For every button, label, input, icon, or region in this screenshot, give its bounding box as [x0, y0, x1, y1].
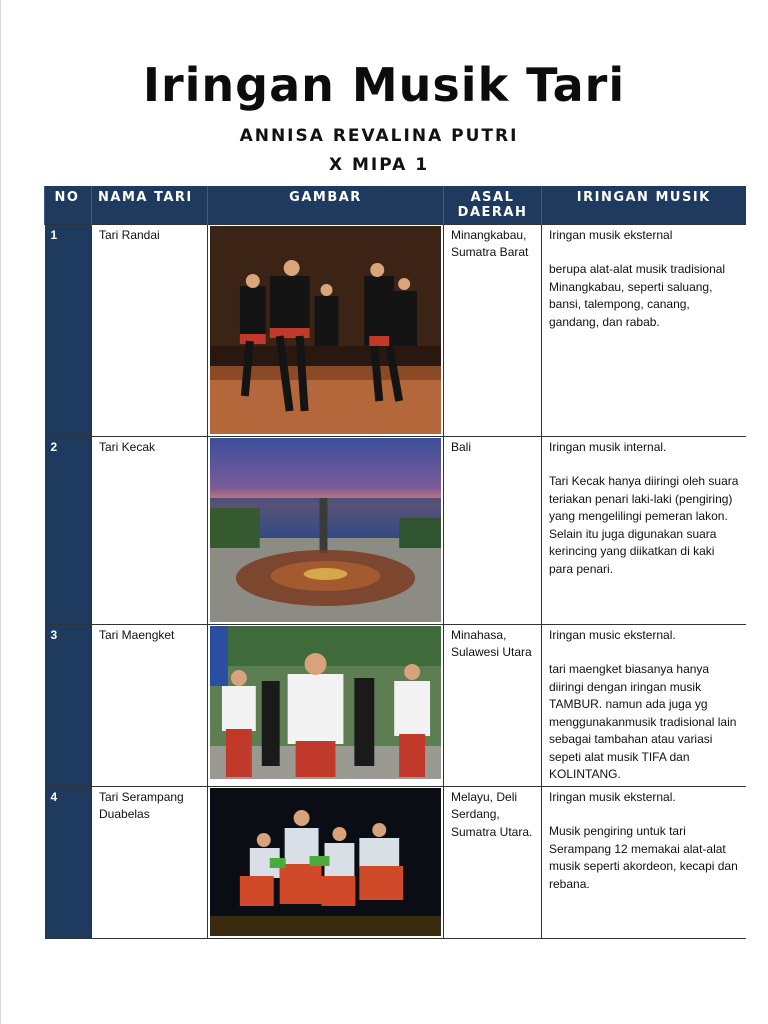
row-number: 4	[45, 786, 92, 938]
dance-origin: Minangkabau, Sumatra Barat	[444, 224, 542, 436]
randai-dancers-photo-icon	[210, 226, 441, 434]
dance-name: Tari Serampang Duabelas	[92, 786, 208, 938]
row-number: 3	[45, 624, 92, 786]
dance-origin: Minahasa, Sulawesi Utara	[444, 624, 542, 786]
dance-name: Tari Randai	[92, 224, 208, 436]
maengket-dancers-photo-icon	[210, 626, 441, 779]
music-description: Musik pengiring untuk tari Serampang 12 memakai alat-alat musik seperti akordeon, kecapi dan rebana.	[549, 824, 738, 891]
dance-music	[542, 436, 746, 624]
dance-music	[542, 786, 746, 938]
dance-image-cell	[208, 436, 444, 624]
music-description: berupa alat-alat musik tradisional Minangkabau, seperti saluang, bansi, talempong, canang, gandang, dan rabab.	[549, 262, 726, 329]
spacer	[549, 456, 739, 473]
dance-music-table	[44, 186, 746, 939]
header-image: GAMBAR	[208, 186, 444, 224]
table-row	[45, 624, 746, 786]
dance-music	[542, 624, 746, 786]
document-title: Iringan Musik Tari	[142, 58, 626, 112]
header-music: IRINGAN MUSIK	[542, 186, 746, 224]
music-type: Iringan musik eksternal.	[549, 789, 676, 804]
row-number: 2	[45, 436, 92, 624]
dance-music	[542, 224, 746, 436]
music-type: Iringan music eksternal.	[549, 627, 676, 642]
music-description: tari maengket biasanya hanya diiringi dengan iringan musik TAMBUR. namun ada juga yg menggunakanmusik tradisional lain sebagai tambahan atau variasi sepeti alat musik TIFA dan KOLINTANG.	[549, 662, 737, 781]
table-row	[45, 786, 746, 938]
music-description: Tari Kecak hanya diiringi oleh suara teriakan penari laki-laki (pengiring) yang mengelilingi pemeran lakon. Selain itu juga digunakan suara kerincing yang diikatkan di kaki para penari.	[549, 474, 739, 576]
author-name: ANNISA REVALINA PUTRI	[239, 126, 519, 146]
class-name: X MIPA 1	[328, 155, 430, 175]
header-name: NAMA TARI	[92, 186, 208, 224]
spacer	[549, 644, 739, 661]
dance-origin: Melayu, Deli Serdang, Sumatra Utara.	[444, 786, 542, 938]
dance-image-cell	[208, 624, 444, 786]
spacer	[549, 806, 739, 823]
music-type: Iringan musik eksternal	[549, 227, 673, 242]
dance-origin: Bali	[444, 436, 542, 624]
row-number: 1	[45, 224, 92, 436]
dance-image-cell	[208, 786, 444, 938]
page-edge	[0, 0, 1, 1024]
spacer	[549, 244, 739, 261]
table-header-row	[45, 186, 746, 224]
dance-image-cell	[208, 224, 444, 436]
music-type: Iringan musik internal.	[549, 439, 667, 454]
table-row	[45, 436, 746, 624]
table-row	[45, 224, 746, 436]
serampang-dancers-photo-icon	[210, 788, 441, 936]
header-origin-line1: ASAL	[470, 190, 515, 205]
header-origin	[444, 186, 542, 224]
dance-name: Tari Kecak	[92, 436, 208, 624]
header-no: NO	[45, 186, 92, 224]
kecak-circle-photo-icon	[210, 438, 441, 622]
dance-name: Tari Maengket	[92, 624, 208, 786]
header-origin-line2: DAERAH	[457, 205, 528, 220]
